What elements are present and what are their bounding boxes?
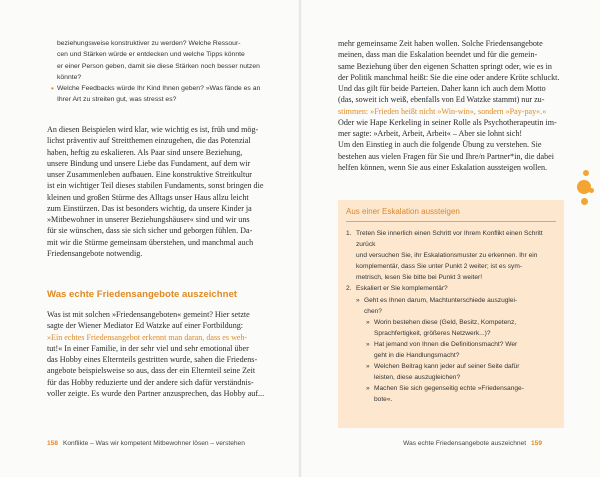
text-line: helfen können, wenn Sie aus einer Eskalation aussteigen wollen.: [338, 162, 548, 172]
list-item: » Hat jemand von Ihnen die Definitionsmacht? Wer: [346, 339, 552, 350]
text-line: (das, soweit ich weiß, ebenfalls von Ed Watzke stammt) nur zu-: [338, 95, 545, 105]
list-item: » Worin bestehen diese (Geld, Besitz, Kompetenz,: [346, 317, 552, 328]
list-item: 1. Treten Sie innerlich einen Schritt vor Ihrem Konflikt einen Schritt zurück: [346, 230, 543, 249]
list-item: 2. Eskaliert er Sie komplementär?: [346, 285, 448, 293]
text-line: meinen, dass man die Eskalation beendet und für die gemein-: [338, 50, 538, 60]
text-line: haben, heftig zu eskalieren. Als Paar sind unsere Beziehung,: [47, 147, 243, 157]
text-line: mehr gemeinsame Zeit haben wollen. Solche Friedensangebote: [338, 39, 543, 48]
text-line: Oder wie Hape Kerkeling in seiner Rolle als Psychotherapeutin im-: [338, 117, 557, 127]
text-line: kleinen und großen Stürme des Alltags unser Haus allzu leicht: [47, 192, 249, 202]
running-footer: Was echte Friedensangebote auszeichnet: [403, 440, 527, 447]
page-footer-left: [47, 440, 245, 447]
text-line: lichst präventiv auf Streitthemen einzugehen, die das Potenzial: [47, 136, 251, 146]
text-line: mer sagte: »Arbeit, Arbeit, Arbeit« – Aber sie lohnt sich!: [338, 129, 523, 138]
exercise-box: [338, 200, 564, 428]
list-item: er einer Person geben, damit sie diese Stärken noch besser nutzen: [57, 62, 260, 70]
list-item: geht in die Handlungsmacht?: [374, 352, 460, 360]
text-line: ist ein wichtiger Teil dieses stabilen Fundaments, sonst bringen die: [47, 181, 264, 191]
running-footer: Konflikte – Was wir kompetent Mitbewohner lösen – verstehen: [62, 440, 245, 447]
text-line: unser Zusammenleben aufbauen. Eine konstruktive Streitkultur: [47, 170, 252, 179]
bullet-chevron-icon: »: [356, 296, 360, 304]
text-line: mit wir die Stürme gemeinsam überstehen, und manchmal auch: [47, 237, 254, 247]
list-item: könnte?: [57, 73, 82, 81]
list-item: bote«.: [374, 396, 393, 404]
list-item: Ihrer Art zu streiten gut, was stresst es?: [57, 96, 177, 104]
list-item: komplementär, dass Sie unter Punkt 2 weiter; ist es sym-: [356, 263, 523, 271]
list-item: » Machen Sie sich gegenseitig echte »Friedensange-: [346, 383, 552, 394]
text-line: bestehen aus vielen Fragen für Sie und Ihre/n Partner*in, die dabei: [338, 151, 554, 161]
text-line-highlight: »Ein echtes Friedensangebot erkennt man daran, dass es weh-: [47, 332, 248, 342]
list-item: und versuchen Sie, ihr Eskalationsmuster zu erkennen. Ihr ein: [356, 252, 538, 260]
bullet-list: [51, 38, 271, 106]
list-item: Sprachfertigkeit, größeres Netzwerk...)?: [374, 329, 491, 337]
text-line: unsere Bindung und unsere Liebe das Fundament, auf dem wir: [47, 158, 251, 168]
text-line: Um den Einstieg in auch die folgende Übung zu verstehen. Sie: [338, 140, 542, 150]
bullet-chevron-icon: »: [366, 363, 370, 371]
bullet-chevron-icon: »: [366, 385, 370, 393]
list-item: metrisch, lesen Sie bitte bei Punkt 3 weiter!: [356, 274, 483, 282]
page-footer-right: [403, 440, 542, 447]
list-item: beziehungsweise konstruktiver zu werden? Welche Ressour-: [57, 40, 241, 47]
text-line-highlight: stimmen: »Frieden heißt nicht »Win-win«, sondern »Pay-pay«.«: [338, 106, 547, 116]
section-heading: Was echte Friedensangebote auszeichnet: [47, 289, 237, 300]
text-line: der Politik manchmal heißt: Sie die eine oder andere Kröte schluckt.: [338, 72, 560, 82]
text-line: Und das gilt für beide Parteien. Daher kann ich auch dem Motto: [338, 84, 546, 93]
text-line: für sie wünschen, dass sie sich sicher und geborgen fühlen. Da-: [47, 226, 253, 236]
text-line: für das Hobby reduzierte und der andere sich dafür verständnis-: [47, 377, 254, 387]
page-number: 158: [47, 440, 59, 447]
decorative-dots-icon: [569, 170, 597, 210]
bullet-dot-icon: •: [51, 84, 54, 94]
text-line: das Hobby eines Elternteils gestritten wurde, sahen die Friedens-: [47, 355, 258, 364]
exercise-box-title: Aus einer Eskalation aussteigen: [346, 207, 460, 216]
paragraph-intro: [47, 124, 275, 259]
text-line: same Beziehung über den eigenen Schatten springt oder, wie es in: [338, 61, 552, 71]
paragraph-friedensangebote: [47, 309, 275, 399]
page-number: 159: [530, 440, 542, 447]
divider: [346, 221, 556, 222]
text-line: angebote beispielsweise so aus, dass der ein Elternteil seine Zeit: [47, 366, 256, 376]
list-item: cen und Stärken würde er entdecken und welche Tipps könnte: [57, 51, 245, 59]
text-line: voller zeigte. Es wurde den Partner anzusprechen, das Hobby auf...: [47, 388, 265, 398]
list-item: » Welchen Beitrag kann jeder auf seiner Seite dafür: [346, 361, 552, 372]
text-line: zum Einstürzen. Das ist besonders wichtig, da unsere Kinder ja: [47, 203, 252, 213]
text-line: sagte der Wiener Mediator Ed Watzke auf einer Fortbildung:: [47, 321, 244, 331]
list-item: » Geht es Ihnen darum, Machtunterschiede auszuglei-: [346, 295, 552, 306]
bullet-chevron-icon: »: [366, 318, 370, 326]
right-page: [300, 0, 600, 477]
paragraph-continued: [338, 38, 568, 173]
bullet-chevron-icon: »: [366, 340, 370, 348]
exercise-box-content: [346, 228, 552, 406]
list-item: • Welche Feedbacks würde Ihr Kind Ihnen geben? »Was fände es an: [51, 84, 261, 94]
list-item: chen?: [364, 307, 382, 315]
text-line: Friedensangebote notwendig.: [47, 248, 143, 258]
text-line: tut!« In einer Familie, in der sehr viel und sehr emotional über: [47, 343, 249, 353]
text-line: An diesen Beispielen wird klar, wie wichtig es ist, früh und mög-: [47, 125, 259, 134]
text-line: Was ist mit solchen »Friedensangeboten« gemeint? Hier setzte: [47, 310, 250, 319]
text-line: »Mitbewohner in unserer Beziehungshäuser« sind und wir uns: [47, 215, 250, 224]
list-item: leisten, diese auszugleichen?: [374, 374, 461, 382]
